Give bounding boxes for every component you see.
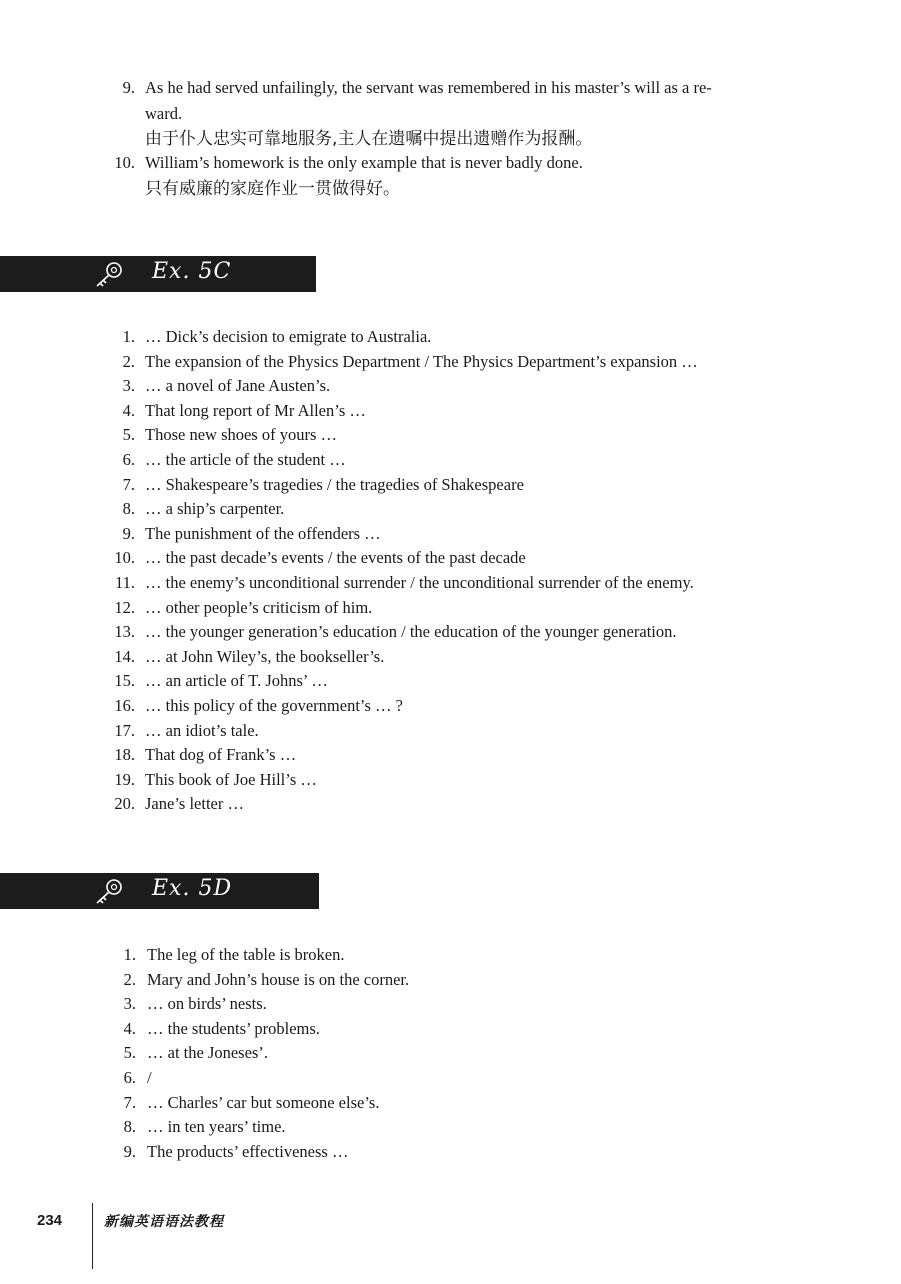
item-text: Those new shoes of yours … bbox=[145, 425, 338, 445]
item-text: … an idiot’s tale. bbox=[145, 720, 259, 740]
item-text: … other people’s criticism of him. bbox=[145, 597, 373, 617]
item-text: … a novel of Jane Austen’s. bbox=[145, 376, 331, 396]
item-number: 13. bbox=[114, 622, 135, 642]
item-number: 7. bbox=[123, 1092, 136, 1112]
item-text: … the enemy’s unconditional surrender / the unconditional surrender of the enemy. bbox=[145, 573, 694, 592]
key-icon bbox=[92, 260, 126, 288]
section-banner-5d bbox=[0, 873, 319, 909]
item-text: … at John Wiley’s, the bookseller’s. bbox=[145, 646, 385, 666]
item-text: … in ten years’ time. bbox=[147, 1117, 286, 1137]
item-text: … a ship’s carpenter. bbox=[145, 499, 285, 519]
item-number: 5. bbox=[123, 1043, 136, 1063]
item-number: 6. bbox=[123, 1068, 136, 1087]
item-number: 1. bbox=[122, 327, 135, 346]
item-text: That dog of Frank’s … bbox=[145, 745, 297, 765]
chinese-translation: 只有威廉的家庭作业一贯做得好。 bbox=[145, 179, 400, 199]
item-number: 2. bbox=[122, 351, 135, 371]
item-number: 11. bbox=[114, 573, 135, 592]
item-text: … the students’ problems. bbox=[147, 1018, 320, 1038]
item-text: / bbox=[147, 1068, 152, 1087]
book-title: 新编英语语法教程 bbox=[104, 1214, 224, 1230]
page-number: 234 bbox=[37, 1212, 63, 1229]
item-number: 9. bbox=[123, 1141, 136, 1161]
item-text: … on birds’ nests. bbox=[147, 994, 267, 1014]
item-text: … Dick’s decision to emigrate to Australia. bbox=[145, 327, 432, 346]
item-text: The products’ effectiveness … bbox=[147, 1141, 349, 1161]
item-text: This book of Joe Hill’s … bbox=[145, 769, 317, 789]
item-number: 14. bbox=[114, 646, 135, 666]
item-text: … Shakespeare’s tragedies / the tragedies of Shakespeare bbox=[145, 474, 524, 494]
item-text: … an article of T. Johns’ … bbox=[145, 671, 328, 691]
item-text: That long report of Mr Allen’s … bbox=[145, 400, 366, 420]
item-text: The expansion of the Physics Department / The Physics Department’s expansion … bbox=[145, 351, 698, 371]
footer-divider bbox=[92, 1203, 93, 1269]
item-number: 7. bbox=[122, 474, 135, 494]
item-number: 4. bbox=[122, 400, 135, 420]
item-number: 3. bbox=[122, 376, 135, 396]
item-number: 12. bbox=[114, 597, 135, 617]
section-banner-5c bbox=[0, 256, 316, 292]
item-text: … at the Joneses’. bbox=[147, 1043, 268, 1063]
list-item-continuation: ward. bbox=[145, 104, 183, 123]
item-number: 10. bbox=[114, 548, 135, 568]
item-text: … Charles’ car but someone else’s. bbox=[147, 1092, 380, 1112]
item-number: 3. bbox=[123, 994, 136, 1014]
item-text: Jane’s letter … bbox=[145, 794, 244, 814]
item-text: … the article of the student … bbox=[145, 450, 346, 469]
chinese-translation: 由于仆人忠实可靠地服务,主人在遗嘱中提出遗赠作为报酬。 bbox=[145, 129, 593, 149]
item-number: 8. bbox=[123, 1117, 136, 1137]
item-number: 20. bbox=[114, 794, 135, 814]
item-number: 16. bbox=[114, 696, 135, 715]
item-text: … this policy of the government’s … ? bbox=[145, 696, 403, 715]
item-text: The punishment of the offenders … bbox=[145, 523, 381, 543]
item-number: 1. bbox=[123, 945, 136, 964]
item-text: Mary and John’s house is on the corner. bbox=[147, 969, 410, 989]
section-title: Ex. 5D bbox=[152, 876, 233, 901]
item-number: 4. bbox=[123, 1018, 136, 1038]
item-text: The leg of the table is broken. bbox=[147, 945, 345, 964]
item-number: 2. bbox=[123, 969, 136, 989]
item-number: 15. bbox=[114, 671, 135, 691]
item-number: 17. bbox=[114, 720, 135, 740]
item-number: 18. bbox=[114, 745, 135, 765]
item-number: 8. bbox=[122, 499, 135, 519]
item-number: 5. bbox=[122, 425, 135, 445]
item-number: 9. bbox=[122, 523, 135, 543]
section-title: Ex. 5C bbox=[152, 259, 232, 284]
item-number: 6. bbox=[122, 450, 135, 469]
item-text: … the past decade’s events / the events of the past decade bbox=[145, 548, 526, 568]
item-number: 19. bbox=[114, 769, 135, 789]
item-text: … the younger generation’s education / the education of the younger generation. bbox=[145, 622, 677, 642]
key-icon bbox=[92, 877, 126, 905]
